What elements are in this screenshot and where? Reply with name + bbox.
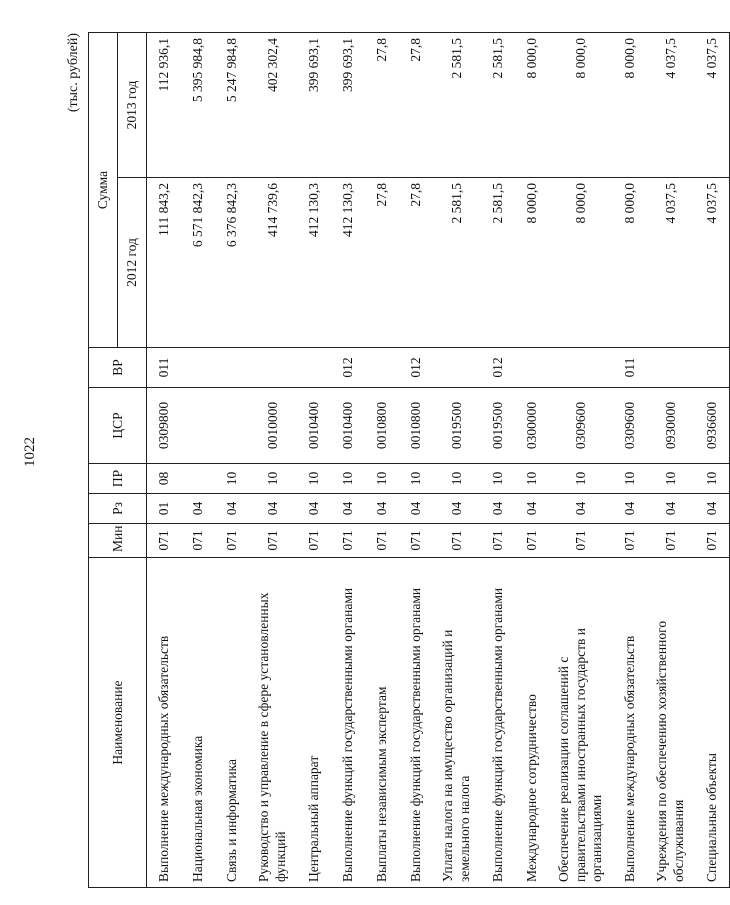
row-csr: 0309800 [147, 388, 182, 464]
row-2013: 402 302,4 [249, 32, 297, 177]
row-name: Международное сотрудничество [515, 558, 549, 888]
row-name: Выплаты независимым экспертам [365, 558, 399, 888]
row-csr: 0010800 [365, 388, 399, 464]
row-2013: 5 247 984,8 [215, 32, 249, 177]
row-vr [181, 348, 215, 388]
row-rz: 04 [365, 494, 399, 524]
row-min: 071 [613, 524, 647, 558]
row-min: 071 [215, 524, 249, 558]
row-min: 071 [647, 524, 695, 558]
table-row [515, 32, 549, 887]
row-2012: 2 581,5 [433, 178, 481, 348]
row-min: 071 [481, 524, 515, 558]
row-csr: 0010800 [399, 388, 433, 464]
row-csr [181, 388, 215, 464]
row-name: Связь и информатика [215, 558, 249, 888]
row-min: 071 [249, 524, 297, 558]
row-vr: 011 [613, 348, 647, 388]
row-2013: 112 936,1 [147, 32, 182, 177]
table-row [147, 32, 182, 887]
row-min: 071 [433, 524, 481, 558]
table-row [215, 32, 249, 887]
row-rz: 04 [215, 494, 249, 524]
budget-table [88, 32, 730, 888]
row-rz: 04 [515, 494, 549, 524]
table-row [433, 32, 481, 887]
row-min: 071 [297, 524, 331, 558]
row-vr [549, 348, 613, 388]
row-name: Обеспечение реализации соглашений с правительствами иностранных государств и организациями [549, 558, 613, 888]
row-pr: 10 [433, 464, 481, 494]
row-2012: 27,8 [399, 178, 433, 348]
row-pr: 10 [481, 464, 515, 494]
row-pr: 10 [695, 464, 730, 494]
table-row [549, 32, 613, 887]
row-name: Центральный аппарат [297, 558, 331, 888]
row-rz: 04 [549, 494, 613, 524]
row-rz: 04 [249, 494, 297, 524]
row-2012: 4 037,5 [695, 178, 730, 348]
page-number: 1022 [22, 437, 38, 467]
row-rz: 04 [399, 494, 433, 524]
row-vr [215, 348, 249, 388]
row-2013: 27,8 [365, 32, 399, 177]
row-pr: 10 [399, 464, 433, 494]
row-rz: 04 [695, 494, 730, 524]
row-pr: 10 [215, 464, 249, 494]
table-row [481, 32, 515, 887]
row-pr: 10 [249, 464, 297, 494]
row-rz: 04 [297, 494, 331, 524]
row-pr: 10 [515, 464, 549, 494]
row-pr: 10 [647, 464, 695, 494]
header-name: Наименование [89, 558, 147, 888]
row-name: Национальная экономика [181, 558, 215, 888]
row-2013: 8 000,0 [549, 32, 613, 177]
row-vr: 011 [147, 348, 182, 388]
row-vr [647, 348, 695, 388]
rotated-page-content [64, 33, 719, 888]
table-row [613, 32, 647, 887]
row-rz: 04 [481, 494, 515, 524]
row-2013: 8 000,0 [613, 32, 647, 177]
row-csr [215, 388, 249, 464]
row-pr: 10 [613, 464, 647, 494]
table-row [331, 32, 365, 887]
row-csr: 0010000 [249, 388, 297, 464]
row-2012: 412 130,3 [297, 178, 331, 348]
row-name: Выполнение международных обязательств [147, 558, 182, 888]
row-name: Руководство и управление в сфере установленных функций [249, 558, 297, 888]
row-vr [695, 348, 730, 388]
row-csr: 0010400 [297, 388, 331, 464]
row-min: 071 [549, 524, 613, 558]
row-2013: 8 000,0 [515, 32, 549, 177]
row-2012: 4 037,5 [647, 178, 695, 348]
row-2012: 2 581,5 [481, 178, 515, 348]
header-rz: Рз [89, 494, 147, 524]
row-pr: 08 [147, 464, 182, 494]
table-row [695, 32, 730, 887]
row-vr [365, 348, 399, 388]
header-vr: ВР [89, 348, 147, 388]
table-row [249, 32, 297, 887]
row-2012: 8 000,0 [613, 178, 647, 348]
row-vr: 012 [481, 348, 515, 388]
row-name: Выполнение функций государственными органами [399, 558, 433, 888]
row-pr: 10 [549, 464, 613, 494]
row-csr: 0309600 [613, 388, 647, 464]
row-csr: 0930000 [647, 388, 695, 464]
row-vr [249, 348, 297, 388]
row-csr: 0300000 [515, 388, 549, 464]
row-vr: 012 [399, 348, 433, 388]
row-csr: 0936600 [695, 388, 730, 464]
row-2012: 27,8 [365, 178, 399, 348]
row-2012: 111 843,2 [147, 178, 182, 348]
row-rz: 04 [647, 494, 695, 524]
row-2013: 4 037,5 [695, 32, 730, 177]
row-name: Учреждения по обеспечению хозяйственного обслуживания [647, 558, 695, 888]
row-2012: 6 376 842,3 [215, 178, 249, 348]
table-row [297, 32, 331, 887]
row-name: Выполнение функций государственными органами [481, 558, 515, 888]
row-rz: 04 [181, 494, 215, 524]
units-label: (тыс. рублей) [66, 33, 81, 113]
header-pr: ПР [89, 464, 147, 494]
row-name: Уплата налога на имущество организаций и земельного налога [433, 558, 481, 888]
row-csr: 0309600 [549, 388, 613, 464]
row-rz: 04 [613, 494, 647, 524]
row-2013: 2 581,5 [433, 32, 481, 177]
row-2013: 5 395 984,8 [181, 32, 215, 177]
table-header [89, 32, 147, 887]
row-name: Специальные объекты [695, 558, 730, 888]
row-vr: 012 [331, 348, 365, 388]
row-2013: 399 693,1 [297, 32, 331, 177]
row-vr [515, 348, 549, 388]
row-name: Выполнение функций государственными органами [331, 558, 365, 888]
row-2013: 2 581,5 [481, 32, 515, 177]
row-csr: 0019500 [433, 388, 481, 464]
row-min: 071 [365, 524, 399, 558]
table-row [365, 32, 399, 887]
row-2013: 399 693,1 [331, 32, 365, 177]
row-2012: 8 000,0 [515, 178, 549, 348]
row-2013: 27,8 [399, 32, 433, 177]
table-row [647, 32, 695, 887]
row-min: 071 [331, 524, 365, 558]
header-2012: 2012 год [118, 178, 147, 348]
table-body [147, 32, 730, 887]
row-2012: 8 000,0 [549, 178, 613, 348]
row-vr [433, 348, 481, 388]
table-row [181, 32, 215, 887]
header-sum: Сумма [89, 32, 118, 347]
row-pr: 10 [365, 464, 399, 494]
row-rz: 04 [433, 494, 481, 524]
row-min: 071 [399, 524, 433, 558]
row-csr: 0019500 [481, 388, 515, 464]
row-vr [297, 348, 331, 388]
row-pr [181, 464, 215, 494]
row-min: 071 [515, 524, 549, 558]
row-rz: 04 [331, 494, 365, 524]
row-pr: 10 [297, 464, 331, 494]
row-2012: 412 130,3 [331, 178, 365, 348]
row-rz: 01 [147, 494, 182, 524]
row-pr: 10 [331, 464, 365, 494]
row-min: 071 [147, 524, 182, 558]
row-name: Выполнение международных обязательств [613, 558, 647, 888]
row-2012: 6 571 842,3 [181, 178, 215, 348]
row-2012: 414 739,6 [249, 178, 297, 348]
row-csr: 0010400 [331, 388, 365, 464]
row-min: 071 [695, 524, 730, 558]
table-row [399, 32, 433, 887]
row-min: 071 [181, 524, 215, 558]
header-min: Мин [89, 524, 147, 558]
row-2013: 4 037,5 [647, 32, 695, 177]
header-csr: ЦСР [89, 388, 147, 464]
header-2013: 2013 год [118, 32, 147, 177]
